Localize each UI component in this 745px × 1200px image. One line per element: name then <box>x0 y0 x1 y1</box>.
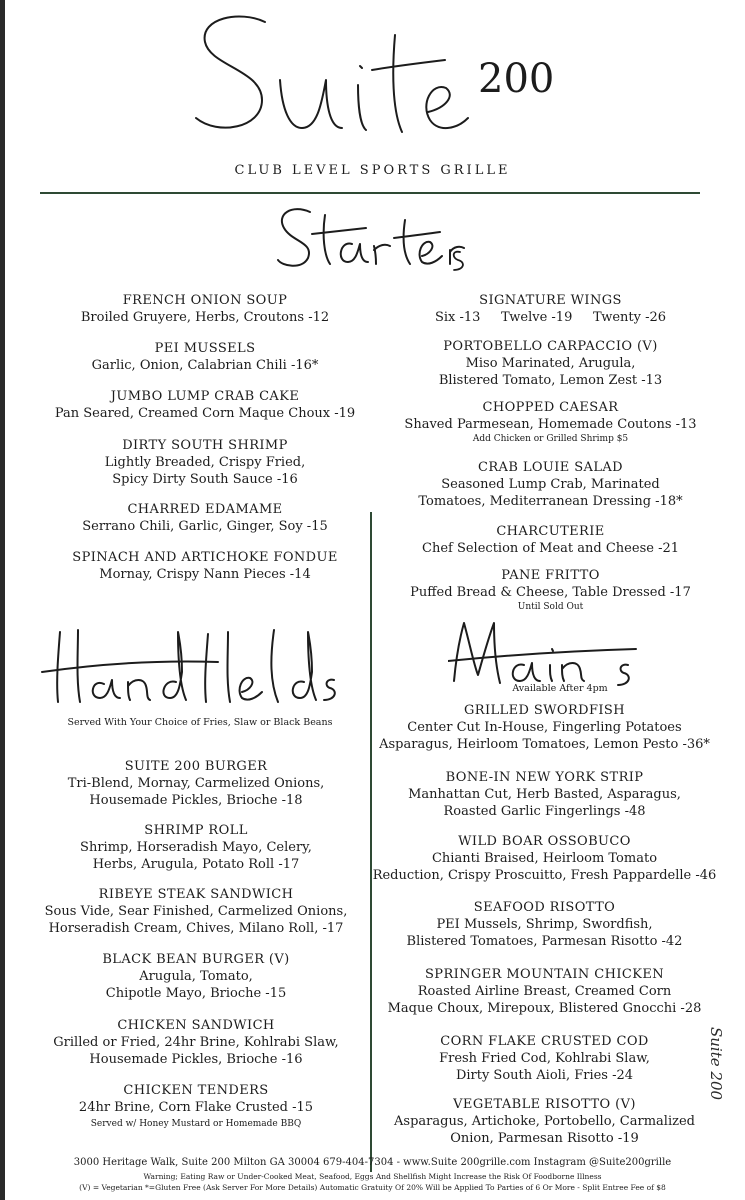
menu-item <box>22 951 370 1002</box>
item-name: GRILLED SWORDFISH <box>464 703 625 718</box>
item-name: CHARCUTERIE <box>496 524 605 539</box>
item-description: Garlic, Onion, Calabrian Chili -16* <box>91 358 319 373</box>
item-name: PORTOBELLO CARPACCIO (V) <box>443 339 658 354</box>
item-description: Asparagus, Artichoke, Portobello, Carmalized <box>394 1114 695 1129</box>
item-note: Served w/ Honey Mustard or Homemade BBQ <box>90 1119 302 1129</box>
item-name: FRENCH ONION SOUP <box>122 293 288 308</box>
menu-item <box>40 437 370 488</box>
item-description: Center Cut In-House, Fingerling Potatoes <box>407 720 682 735</box>
item-name: CORN FLAKE CRUSTED COD <box>440 1034 649 1049</box>
item-name: BONE-IN NEW YORK STRIP <box>445 770 644 785</box>
item-name: CHOPPED CAESAR <box>482 400 619 415</box>
menu-item <box>372 899 717 950</box>
item-description: Puffed Bread & Cheese, Table Dressed -17 <box>410 585 691 600</box>
item-description: Blistered Tomato, Lemon Zest -13 <box>438 373 663 388</box>
item-name: DIRTY SOUTH SHRIMP <box>122 438 288 453</box>
item-description: Six -13 Twelve -19 Twenty -26 <box>434 310 667 325</box>
menu-item <box>22 1017 370 1068</box>
item-description: Manhattan Cut, Herb Basted, Asparagus, <box>408 787 681 802</box>
logo-letter-s <box>196 16 265 127</box>
item-description: Asparagus, Heirloom Tomatoes, Lemon Pesto -36* <box>379 737 710 752</box>
brand-logo <box>0 0 745 150</box>
item-name: CHICKEN SANDWICH <box>117 1018 275 1033</box>
item-name: SUITE 200 BURGER <box>124 759 268 774</box>
side-logo-text: Suite 200 <box>707 1027 725 1101</box>
header-divider <box>40 192 700 194</box>
logo-number: 200 <box>478 56 555 102</box>
menu-item <box>372 702 717 753</box>
menu-item <box>378 459 723 510</box>
item-name: CHICKEN TENDERS <box>123 1083 269 1098</box>
menu-item <box>372 833 717 884</box>
menu-item <box>372 769 717 820</box>
logo-letter-e <box>426 87 468 128</box>
mains-column <box>372 702 717 1162</box>
menu-item <box>40 549 370 583</box>
item-description: Pan Seared, Creamed Corn Maque Choux -19 <box>54 406 356 421</box>
item-note: Until Sold Out <box>517 602 584 612</box>
menu-item <box>372 1033 717 1084</box>
footer-warning: Warning; Eating Raw or Under-Cooked Meat, Seafood, Eggs And Shellfish Might Increase the Risk Of Foodborne Illness <box>143 1172 602 1181</box>
logo-letter-t <box>372 35 445 132</box>
starters-title <box>270 200 470 275</box>
item-description: Grilled or Fried, 24hr Brine, Kohlrabi Slaw, <box>53 1035 339 1050</box>
item-description: Chef Selection of Meat and Cheese -21 <box>422 541 679 556</box>
item-description: Chianti Braised, Heirloom Tomato <box>431 851 658 866</box>
logo-letter-i <box>358 66 366 130</box>
item-name: SPRINGER MOUNTAIN CHICKEN <box>425 967 664 982</box>
menu-item <box>372 1096 717 1147</box>
logo-letter-u <box>280 80 342 128</box>
item-description: 24hr Brine, Corn Flake Crusted -15 <box>78 1100 314 1115</box>
item-description: Serrano Chili, Garlic, Ginger, Soy -15 <box>82 519 328 534</box>
item-name: PANE FRITTO <box>501 568 600 583</box>
item-description: Housemade Pickles, Brioche -16 <box>89 1052 303 1067</box>
item-note: Add Chicken or Grilled Shrimp $5 <box>472 434 629 444</box>
menu-item <box>378 338 723 389</box>
item-description: Arugula, Tomato, <box>139 969 253 984</box>
item-name: CHARRED EDAMAME <box>127 502 283 517</box>
footer-legend: (V) = Vegetarian *=Gluten Free (Ask Server For More Details) Automatic Gratuity Of 20% Will be Applied To Parties of 6 Or More - Split Entree Fee of $8 <box>79 1183 666 1192</box>
item-description: Mornay, Crispy Nann Pieces -14 <box>99 567 311 582</box>
menu-item <box>378 399 723 445</box>
menu-item <box>372 966 717 1017</box>
side-logo <box>700 1020 736 1115</box>
handhelds-note: Served With Your Choice of Fries, Slaw or Black Beans <box>67 717 333 728</box>
item-description: Herbs, Arugula, Potato Roll -17 <box>92 857 300 872</box>
item-description: Seasoned Lump Crab, Marinated <box>441 477 660 492</box>
item-description: Reduction, Crispy Proscuitto, Fresh Pappardelle -46 <box>372 868 717 883</box>
item-description: Tri-Blend, Mornay, Carmelized Onions, <box>67 776 325 791</box>
item-description: Miso Marinated, Arugula, <box>465 356 636 371</box>
item-name: SIGNATURE WINGS <box>479 293 622 308</box>
item-description: Roasted Airline Breast, Creamed Corn <box>417 984 672 999</box>
item-name: PEI MUSSELS <box>154 341 256 356</box>
item-name: VEGETABLE RISOTTO (V) <box>453 1097 636 1112</box>
menu-item <box>22 1082 370 1130</box>
item-name: WILD BOAR OSSOBUCO <box>458 834 631 849</box>
item-description: Chipotle Mayo, Brioche -15 <box>105 986 287 1001</box>
item-description: Tomatoes, Mediterranean Dressing -18* <box>418 494 683 509</box>
handhelds-title <box>38 622 338 707</box>
item-description: Shrimp, Horseradish Mayo, Celery, <box>80 840 312 855</box>
item-description: Lightly Breaded, Crispy Fried, <box>104 455 306 470</box>
item-name: RIBEYE STEAK SANDWICH <box>98 887 294 902</box>
item-description: PEI Mussels, Shrimp, Swordfish, <box>436 917 653 932</box>
menu-item <box>40 292 370 326</box>
menu-item <box>22 758 370 809</box>
page-edge <box>0 0 5 1200</box>
item-name: SPINACH AND ARTICHOKE FONDUE <box>72 550 338 565</box>
item-name: SHRIMP ROLL <box>144 823 248 838</box>
menu-item <box>378 292 723 326</box>
menu-item <box>22 822 370 873</box>
menu-item <box>22 886 370 937</box>
menu-item <box>40 388 370 422</box>
item-description: Broiled Gruyere, Herbs, Croutons -12 <box>80 310 330 325</box>
menu-item <box>40 340 370 374</box>
item-description: Shaved Parmesean, Homemade Coutons -13 <box>404 417 697 432</box>
item-description: Maque Choux, Mirepoux, Blistered Gnocchi -28 <box>387 1001 702 1016</box>
item-description: Housemade Pickles, Brioche -18 <box>89 793 303 808</box>
item-name: CRAB LOUIE SALAD <box>478 460 623 475</box>
item-description: Horseradish Cream, Chives, Milano Roll, -17 <box>48 921 344 936</box>
item-description: Roasted Garlic Fingerlings -48 <box>443 804 646 819</box>
item-name: JUMBO LUMP CRAB CAKE <box>110 389 300 404</box>
menu-item <box>378 567 723 613</box>
starters-left-column <box>40 292 370 592</box>
item-description: Spicy Dirty South Sauce -16 <box>112 472 298 487</box>
mains-title <box>448 615 638 690</box>
item-name: BLACK BEAN BURGER (V) <box>102 952 290 967</box>
mains-note: Available After 4pm <box>512 683 608 694</box>
menu-item <box>40 501 370 535</box>
item-description: Sous Vide, Sear Finished, Carmelized Onions, <box>44 904 348 919</box>
item-description: Blistered Tomatoes, Parmesan Risotto -42 <box>406 934 683 949</box>
footer-address: 3000 Heritage Walk, Suite 200 Milton GA 30004 679-404-7304 - www.Suite 200grille.com Instagram @Suite200grille <box>73 1157 672 1168</box>
tagline: CLUB LEVEL SPORTS GRILLE <box>234 163 511 178</box>
handhelds-column <box>22 758 370 1138</box>
item-description: Fresh Fried Cod, Kohlrabi Slaw, <box>439 1051 650 1066</box>
menu-item <box>378 523 723 557</box>
starters-right-column <box>378 292 723 612</box>
item-description: Onion, Parmesan Risotto -19 <box>450 1131 639 1146</box>
item-name: SEAFOOD RISOTTO <box>473 900 616 915</box>
item-description: Dirty South Aioli, Fries -24 <box>455 1068 634 1083</box>
